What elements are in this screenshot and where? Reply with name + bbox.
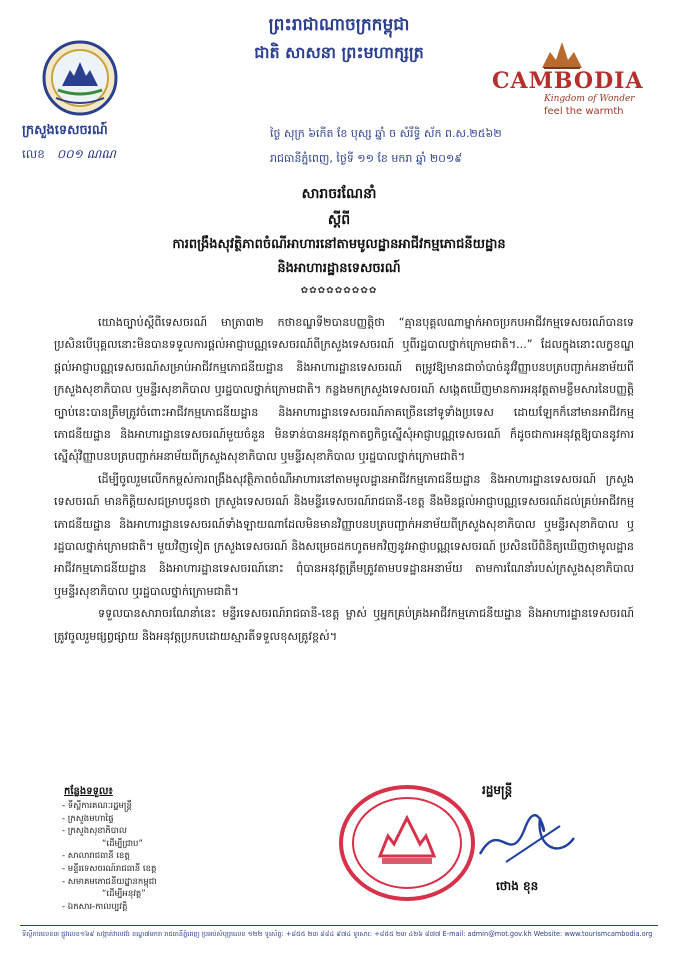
subject-line-1: ការពង្រឹងសុវត្ថិភាពចំណីអាហារនៅតាមមូលដ្ឋានអាជីវកម្មភោជនីយដ្ឋាន [172,237,506,252]
body-paragraph: យោងច្បាប់ស្តីពីទេសចរណ៍ មាត្រា៣២ កថាខណ្ឌទី២បានបញ្ញត្តិថា “គ្មានបុគ្គលណាម្នាក់អាចប្រកបអាជីវកម្មទេសចរណ៍បានទេ ប្រសិនបើបុគ្គលនោះមិនបានទទួលការផ្តល់អាជ្ញាបណ្ណទេសចរណ៍ពីក្រសួងទេសចរណ៍ ឬពីរដ្ឋបាលថ្នាក់ក្រោមជាតិ។...” ដែលក្នុងនោះលក្ខខណ្ឌផ្តល់អាជ្ញាបណ្ណទេសចរណ៍សម្រាប់អាជីវកម្មភោជនីយដ្ឋាន និងអាហារដ្ឋានទេសចរណ៍ តម្រូវឱ្យមានជាចាំបាច់នូវវិញ្ញាបនបត្របញ្ជាក់អនាម័យពីក្រសួងសុខាភិបាល ឬមន្ទីរសុខាភិបាល ឬរដ្ឋបាលថ្នាក់ក្រោមជាតិ។ កន្លងមកក្រសួងទេសចរណ៍ សង្កេតឃើញមានការអនុវត្តតាមខ្លឹមសារនៃបញ្ញត្តិច្បាប់នេះបានត្រឹមត្រូវចំពោះអាជីវកម្មភោជនីយដ្ឋាន និងអាហារដ្ឋានទេសចរណ៍ភាគច្រើននៅទូទាំងប្រទេស ដោយឡែកក៏នៅមានអាជីវកម្មភោជនីយដ្ឋាន និងអាហារដ្ឋានទេសចរណ៍មួយចំនួន មិនទាន់បានអនុវត្តកាតព្វកិច្ចស្នើសុំអាជ្ញាបណ្ណទេសចរណ៍ ក៏ដូចជាការអនុវត្តឱ្យបាននូវការស្នើសុំវិញ្ញាបនបត្របញ្ជាក់អនាម័យពីក្រសួងសុខាភិបាល ឬមន្ទីរសុខាភិបាល ឬរដ្ឋបាលថ្នាក់ក្រោមជាតិ។ [54,316,634,464]
ministry-emblem-icon [42,40,118,116]
letter-body [54,312,634,648]
document-type: សារាចរណែនាំ [301,186,377,202]
recipient-item: - ក្រសួងសុខាភិបាល [62,825,322,838]
footer-divider [20,925,658,926]
official-seal-icon [336,782,478,904]
recipient-item: - សមាគមភោជនីយដ្ឋានកម្ពុជា [62,876,322,889]
solar-date: រាជធានីភ្នំពេញ, ថ្ងៃទី ១១ ខែ មករា ឆ្នាំ ២០១៩ [270,152,463,165]
brand-slogan: feel the warmth [544,106,624,117]
recipient-item: - ឯកសារ-កាលប្បវត្តិ [62,901,322,914]
national-motto: ជាតិ សាសនា ព្រះមហាក្សត្រ [254,43,424,62]
signatory-title: រដ្ឋមន្ត្រី [482,783,513,797]
brand-tagline: Kingdom of Wonder [544,94,635,104]
recipient-note: “ដើម្បីអនុវត្ត” [102,889,146,900]
recipient-item: - មន្ទីរទេសចរណ៍រាជធានី ខេត្ត [62,863,322,876]
recipient-item: - ក្រសួងមហាផ្ទៃ [62,813,322,826]
brand-wordmark: CAMBODIA [492,68,644,94]
body-paragraph: ទទួលបានសារាចរណែនាំនេះ មន្ទីរទេសចរណ៍រាជធានី-ខេត្ត ម្ចាស់ ឬអ្នកគ្រប់គ្រងអាជីវកម្មភោជនីយដ្ឋាន និងអាហារដ្ឋានទេសចរណ៍ ត្រូវចូលរួមផ្សព្វផ្សាយ និងអនុវត្តប្រកបដោយស្មារតីទទួលខុសត្រូវខ្ពស់។ [54,607,634,643]
subject-prefix: ស្តីពី [327,212,351,228]
subject-line-2: និងអាហារដ្ឋានទេសចរណ៍ [277,261,401,276]
signature-icon [470,798,580,878]
recipient-item: - ទីស្តីការគណៈរដ្ឋមន្ត្រី [62,800,322,813]
recipients-list [62,800,322,913]
body-paragraph: ដើម្បីចូលរួមលើកកម្ពស់ការពង្រឹងសុវត្ថិភាពចំណីអាហារនៅតាមមូលដ្ឋានអាជីវកម្មភោជនីយដ្ឋាន និងអាហារដ្ឋានទេសចរណ៍ ក្រសួងទេសចរណ៍ មានកិត្តិយសជម្រាបជូនថា ក្រសួងទេសចរណ៍ និងមន្ទីរទេសចរណ៍រាជធានី-ខេត្ត នឹងមិនផ្តល់អាជ្ញាបណ្ណទេសចរណ៍ដល់គ្រប់អាជីវកម្មភោជនីយដ្ឋាន និងអាហារដ្ឋានទេសចរណ៍ទាំងឡាយណាដែលមិនមានវិញ្ញាបនបត្របញ្ជាក់អនាម័យពីក្រសួងសុខាភិបាល ឬមន្ទីរសុខាភិបាល ឬរដ្ឋបាលថ្នាក់ក្រោមជាតិ។ មួយវិញទៀត ក្រសួងទេសចរណ៍ និងសម្រេចដកហូតមកវិញនូវអាជ្ញាបណ្ណទេសចរណ៍ ប្រសិនបើពិនិត្យឃើញថាមូលដ្ឋានអាជីវកម្មភោជនីយដ្ឋាន និងអាហារដ្ឋានទេសចរណ៍នោះ ពុំបានអនុវត្តត្រឹមត្រូវតាមបទដ្ឋានអនាម័យ តាមការណែនាំរបស់ក្រសួងសុខាភិបាល ឬមន្ទីរសុខាភិបាល ឬរដ្ឋបាលថ្នាក់ក្រោមជាតិ។ [54,472,634,598]
kingdom-title: ព្រះរាជាណាចក្រកម្ពុជា [268,15,410,35]
title-ornament: ✿✿✿✿✿✿✿✿✿ [300,286,378,296]
reference-value: ០០១ ណណ [56,147,116,161]
footer-contact: ទីស្តីការលេខ៣ ផ្លូវលេខ១៦៩ សង្កាត់វាលវង់ ខណ្ឌ៧មករា រាជធានីភ្នំពេញ ប្រអប់សំបុត្រលេខ ១២២ ទូរស័ព្ទ: +៨៥៥ ២៣ ៨៨៤ ៩៧៤ ទូរសារ: +៨៥៥ ២៣ ៤២៦ ៨៧៧ E-mail: admin@mot.gov.kh Website: www.tourismcambodia.org [22,930,653,938]
recipients-heading: កន្លែងទទួល៖ [64,786,113,797]
reference-label: លេខ [22,147,45,161]
ministry-name: ក្រសួងទេសចរណ៍ [22,123,108,138]
reference-number [22,146,116,164]
recipient-note: “ដើម្បីជ្រាប” [102,838,143,849]
signatory-name: ថោង ខុន [496,879,539,893]
lunar-date: ថ្ងៃ សុក្រ ៦កើត ខែ បុស្ស ឆ្នាំ ច សំរឹទ្ធិ ស័ក ព.ស.២៥៦២ [270,127,502,140]
recipient-item: - សាលារាជធានី ខេត្ត [62,850,322,863]
